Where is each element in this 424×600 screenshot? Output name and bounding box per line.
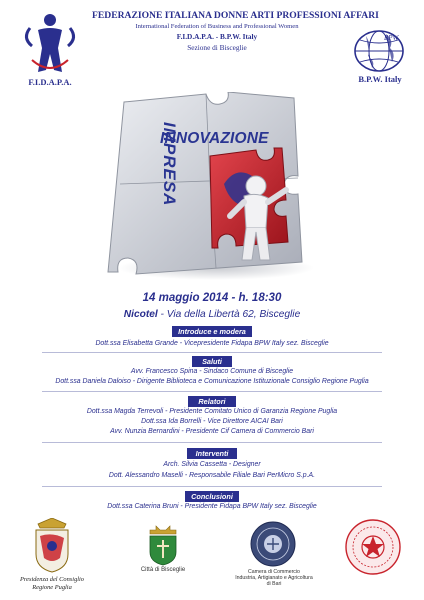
- camera-caption-line-3: di Bari: [266, 581, 282, 587]
- section-conclusioni-title: Conclusioni: [185, 491, 239, 502]
- innovazione-word: INNOVAZIONE: [160, 130, 269, 147]
- bpw-logo-caption: B.P.W. Italy: [358, 74, 402, 84]
- section-introduce-title: Introduce e modera: [172, 326, 252, 337]
- event-venue: [0, 309, 424, 320]
- commercial-seal-red: [344, 518, 402, 576]
- venue-name: Nicotel: [123, 309, 158, 320]
- international-federation-line: International Federation of Business and Professional Women: [135, 23, 299, 30]
- relatori-line-1: Dott.ssa Magda Terrevoli - Presidente Comitato Unico di Garanzia Regione Puglia: [86, 408, 338, 415]
- regione-caption-line-2: Regione Puglia: [32, 584, 72, 591]
- section-divider: [42, 442, 382, 443]
- acronym-line: F.I.D.A.P.A. - B.P.W. Italy: [176, 32, 258, 41]
- event-date-time: 14 maggio 2014 - h. 18:30: [142, 292, 282, 304]
- relatori-line-2: Dott.ssa Ida Borrelli - Vice Direttore AICAI Bari: [141, 418, 283, 425]
- regione-puglia-emblem: [30, 518, 74, 574]
- section-line: Sezione di Bisceglie: [187, 43, 247, 52]
- camera-commercio-seal: [248, 520, 298, 568]
- section-saluti-title: Saluti: [192, 356, 232, 367]
- impresa-vertical-word: [148, 118, 179, 238]
- section-divider: [42, 352, 382, 353]
- regione-caption-line-1: Presidenza del Consiglio: [19, 576, 85, 583]
- section-interventi-title: Interventi: [187, 448, 237, 459]
- camera-caption-line-2: Industria, Artigianato e Agricoltura: [235, 575, 313, 581]
- citta-bisceglie-crest: [146, 524, 180, 566]
- federation-header: [92, 10, 379, 52]
- impresa-word-text: IMPRESA: [160, 122, 179, 207]
- section-relatori-title: Relatori: [188, 396, 236, 407]
- comune-caption: Città di Bisceglie: [140, 567, 186, 573]
- conclusioni-line-1: Dott.ssa Caterina Bruni - Presidente Fidapa BPW Italy sez. Bisceglie: [107, 503, 317, 510]
- relatori-line-3: Avv. Nunzia Bernardini - Presidente Cif Camera di Commercio Bari: [110, 428, 314, 435]
- fidapa-logo-caption: F.I.D.A.P.A.: [28, 77, 72, 87]
- venue-address: - Via della Libertà 62, Bisceglie: [157, 309, 301, 320]
- interventi-line-1: Arch. Silvia Cassetta - Designer: [163, 461, 261, 468]
- interventi-line-2: Dott. Alessandro Maselli - Responsabile Filiale Bari PerMicro S.p.A.: [108, 472, 316, 479]
- saluti-line-1: Avv. Francesco Spina - Sindaco Comune di Bisceglie: [130, 368, 294, 375]
- puzzle-illustration: [106, 92, 318, 282]
- svg-text:BPW: BPW: [384, 34, 399, 42]
- camera-caption-line-1: Camera di Commercio: [248, 569, 300, 575]
- section-divider: [42, 486, 382, 487]
- federation-name: FEDERAZIONE ITALIANA DONNE ARTI PROFESSIONI AFFARI: [92, 10, 379, 21]
- section-divider: [42, 391, 382, 392]
- saluti-line-2: Dott.ssa Daniela Daloiso - Dirigente Biblioteca e Comunicazione Istituzionale Consiglio Regione Puglia: [55, 378, 369, 385]
- introduce-line-1: Dott.ssa Elisabetta Grande - Vicepresidente Fidapa BPW Italy sez. Bisceglie: [95, 340, 329, 347]
